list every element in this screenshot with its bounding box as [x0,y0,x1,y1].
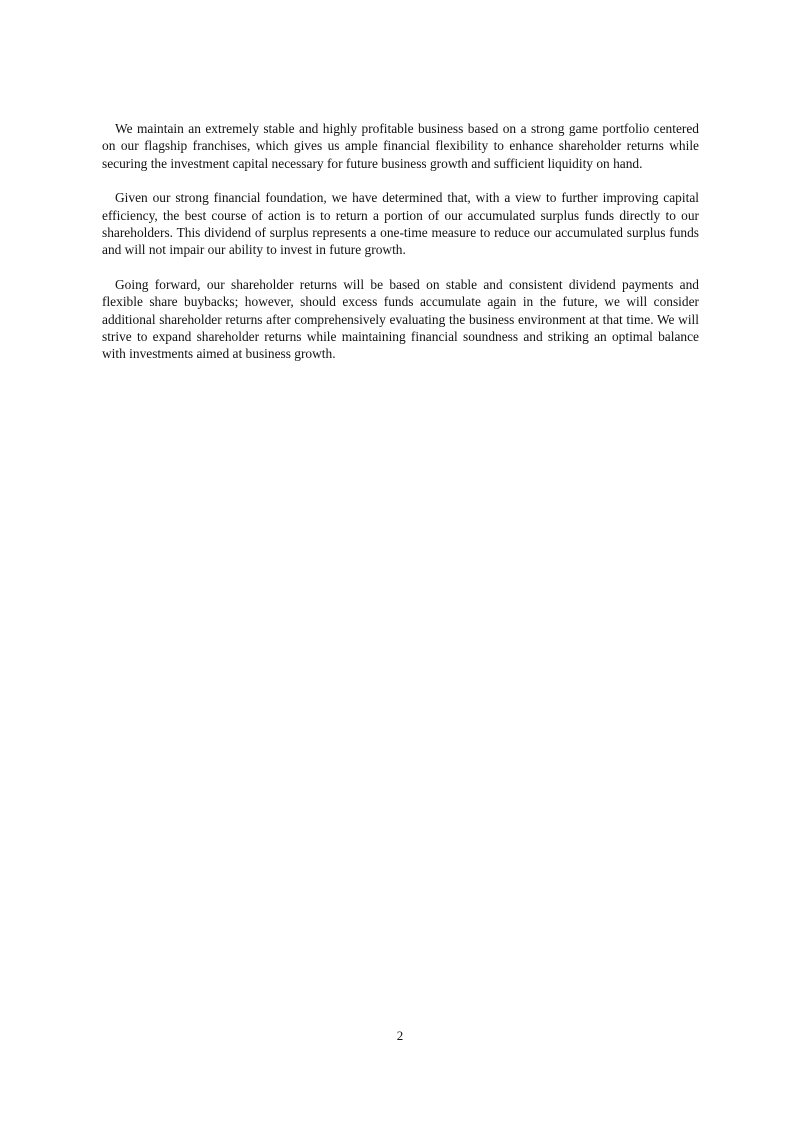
paragraph-future-shareholder-returns: Going forward, our shareholder returns will be based on stable and consistent dividend payments and flexible share buybacks; however, should excess funds accumulate again in the future, we will consider additional shareholder returns after comprehensively evaluating the business environment at that time. We will strive to expand shareholder returns while maintaining financial soundness and striking an optimal balance with investments aimed at business growth. [102,276,699,362]
paragraph-dividend-of-surplus: Given our strong financial foundation, we have determined that, with a view to further improving capital efficiency, the best course of action is to return a portion of our accumulated surplus funds directly to our shareholders. This dividend of surplus represents a one-time measure to reduce our accumulated surplus funds and will not impair our ability to invest in future growth. [102,190,699,258]
body-text [102,120,699,380]
page-number: 2 [396,1028,404,1043]
paragraph-financial-flexibility: We maintain an extremely stable and highly profitable business based on a strong game portfolio centered on our flagship franchises, which gives us ample financial flexibility to enhance shareholder returns while securing the investment capital necessary for future business growth and sufficient liquidity on hand. [102,121,699,171]
